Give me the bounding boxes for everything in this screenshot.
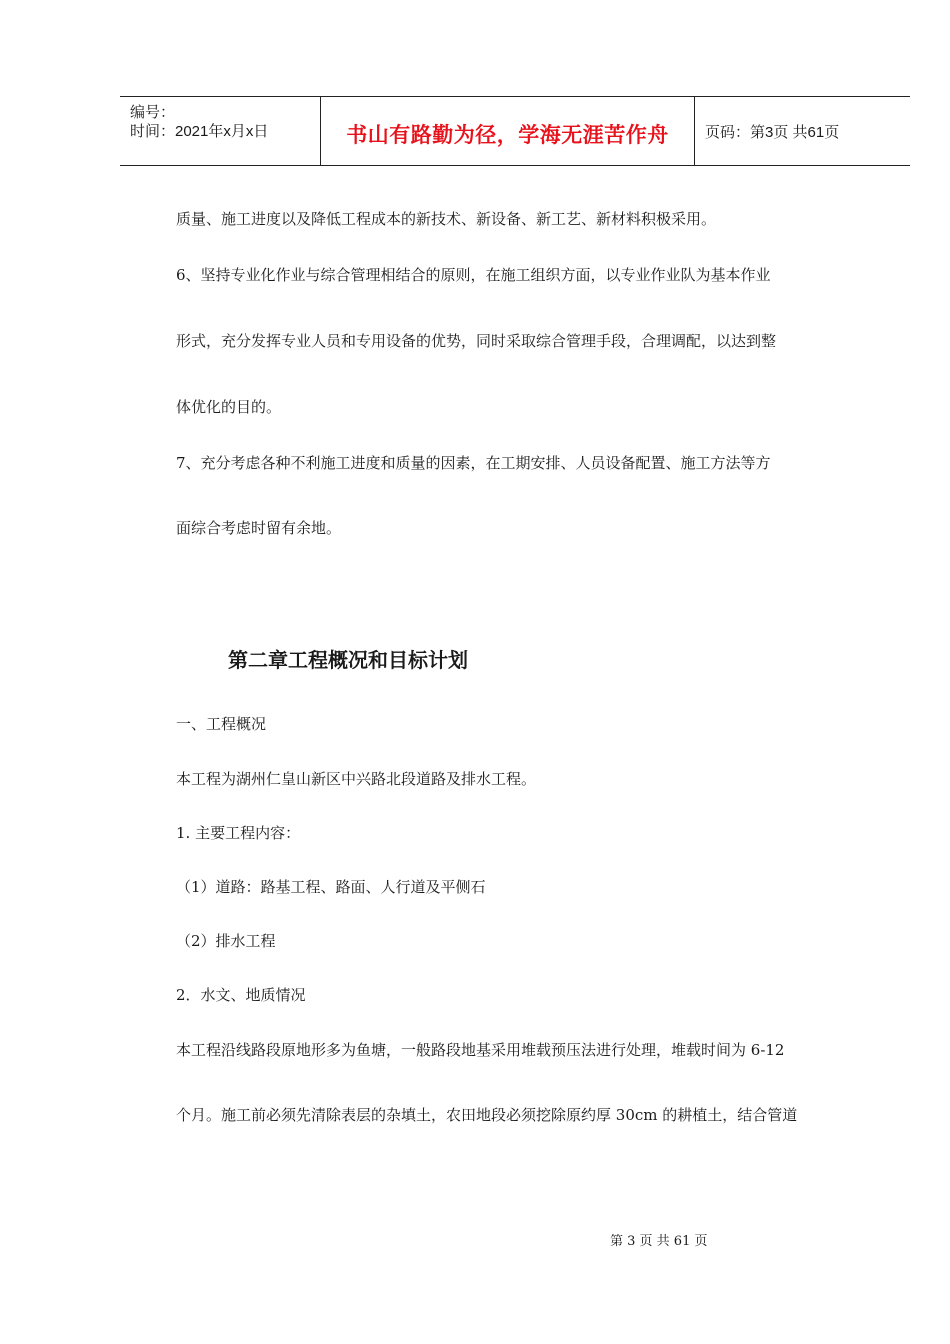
body-line: 个月。施工前必须先清除表层的杂填土，农田地段必须挖除原约厚 30cm 的耕植土，结合管道 <box>176 1106 798 1124</box>
body-line: 7、充分考虑各种不利施工进度和质量的因素，在工期安排、人员设备配置、施工方法等方 <box>176 454 771 472</box>
motto-text: 书山有路勤为径，学海无涯苦作舟 <box>346 123 669 147</box>
header-motto-cell <box>321 97 695 165</box>
page-number-label: 页码：第3页 共61页 <box>705 124 840 141</box>
list-item: （1）道路：路基工程、路面、人行道及平侧石 <box>176 878 486 896</box>
list-item: 2．水文、地质情况 <box>176 986 306 1004</box>
header-info-cell <box>120 97 321 165</box>
section-title: 一、工程概况 <box>176 715 267 733</box>
time-label: 时间：2021年x月x日 <box>130 123 269 140</box>
page-footer: 第 3 页 共 61 页 <box>610 1234 708 1249</box>
list-item: （2）排水工程 <box>176 932 276 950</box>
body-line: 本工程沿线路段原地形多为鱼塘，一般路段地基采用堆载预压法进行处理，堆载时间为 6-12 <box>176 1041 785 1059</box>
list-item: 1. 主要工程内容： <box>176 824 301 842</box>
body-line: 本工程为湖州仁皇山新区中兴路北段道路及排水工程。 <box>176 770 537 788</box>
header-page-cell <box>695 97 910 165</box>
body-line: 6、坚持专业化作业与综合管理相结合的原则，在施工组织方面，以专业作业队为基本作业 <box>176 266 771 284</box>
body-line: 质量、施工进度以及降低工程成本的新技术、新设备、新工艺、新材料积极采用。 <box>176 210 717 228</box>
page-header <box>120 96 910 166</box>
body-line: 面综合考虑时留有余地。 <box>176 519 342 537</box>
chapter-heading: 第二章工程概况和目标计划 <box>228 648 468 672</box>
body-line: 形式，充分发挥专业人员和专用设备的优势，同时采取综合管理手段，合理调配，以达到整 <box>176 332 777 350</box>
number-label: 编号： <box>130 104 176 121</box>
body-line: 体优化的目的。 <box>176 398 282 416</box>
